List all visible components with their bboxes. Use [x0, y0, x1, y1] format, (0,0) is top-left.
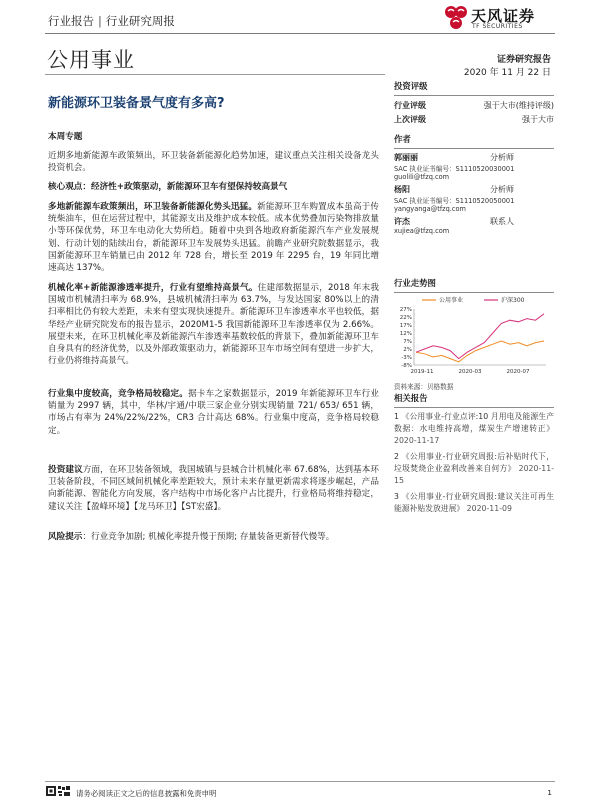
brand-name: 天风证券 [471, 7, 536, 25]
footer-rule [45, 781, 555, 782]
report-date: 2020 年 11 月 22 日 [463, 68, 551, 78]
paragraph-risk-body: ：行业竞争加剧; 机械化率提升慢于预期; 存量装备更新替代慢等。 [82, 532, 335, 542]
paragraph-risk-lead: 风险提示 [48, 532, 83, 542]
author-cert: SAC 执业证书编号：S1110520050001 [394, 197, 515, 205]
chart-x-tick-label: 2020-07 [506, 369, 530, 375]
intro-paragraph: 近期多地新能源车政策频出，环卫装备新能源化趋势加速，建议重点关注相关设备龙头投资机会。 [48, 151, 379, 174]
paragraph-mechanization-body: 住建部数据显示，2018 年末我国城市机械清扫率为 68.9%，县城机械清扫率为 63.7%，与发达国家 80%以上的清扫率相比仍有较大差距，未来有望实现快速提升。新能源环卫车渗透率水平也较低，据华经产业研究院发布的报告显示，2020M1-5 我国新能源环卫车渗透率仅为 2.66%。展望未来，在环卫机械化率及新能源汽车渗透率基数较低的背景下，叠加新能源环卫车自身具有的经济优势，以及外部政策驱动力，新能源环卫车市场空间有望进一步扩大，行业仍将维持高景气。 [48, 283, 380, 367]
related-item[interactable] [394, 451, 554, 487]
footer-disclaimer: 请务必阅读正文之后的信息披露和免责申明 [76, 789, 217, 798]
brand-logo-icon [443, 4, 469, 32]
related-title[interactable]: 3 《公用事业-行业研究周报:建议关注可再生能源补贴发放进展》 [394, 492, 554, 513]
trend-rule [394, 292, 554, 293]
related-date: 2020-11-09 [466, 504, 512, 513]
author-entry [394, 184, 554, 213]
paragraph-policy [48, 201, 379, 274]
chart-series-line [416, 314, 544, 359]
paragraph-investment [48, 464, 379, 513]
chart-y-tick-label: 2% [403, 347, 412, 353]
author-role: 分析师 [490, 185, 514, 194]
rating-value: 强于大市(维持评级) [483, 101, 554, 110]
page-number: 1 [547, 788, 552, 797]
author-entry [394, 152, 554, 181]
rating-row-current [394, 100, 554, 111]
core-view-heading: 核心观点：经济性+政策驱动，新能源环卫车有望保持较高景气 [48, 182, 288, 192]
related-date: 2020-11-15 [394, 464, 555, 485]
header-separator: | [98, 14, 102, 28]
author-role: 联系人 [490, 217, 514, 226]
related-item[interactable] [394, 411, 554, 447]
chart-legend-label: 沪深300 [501, 297, 525, 304]
author-name: 杨阳 [394, 185, 410, 194]
paragraph-mechanization-lead: 机械化率+新能源渗透率提升，行业有望维持高景气。 [48, 283, 258, 293]
rating-heading: 投资评级 [394, 81, 428, 91]
title-rule [45, 74, 385, 75]
paragraph-investment-body: 方面，在环卫装备领域，我国城镇与县城合计机械化率 67.68%，达到基本环卫装备阶段，不同区域间机械化率差距较大，预计未来存量更新需求将逐步崛起，产品向新能源、智能化方向发展，客户结构中市场化客户占比提升，行业格局将维持稳定，建议关注【盈峰环境】【龙马环卫】【ST宏盛】。 [48, 465, 379, 512]
week-topic-label: 本周专题 [48, 132, 83, 142]
rating-label: 行业评级 [394, 101, 426, 110]
paragraph-policy-lead: 多地新能源车政策频出，环卫装备新能源化势头迅猛。 [48, 202, 258, 212]
paragraph-concentration [48, 388, 379, 437]
rating-block [394, 80, 554, 125]
chart-y-tick-label: 17% [399, 323, 412, 329]
chart-x-tick-label: 2019-11 [410, 369, 434, 375]
chart-y-tick-label: 12% [399, 331, 412, 337]
trend-block [394, 277, 554, 391]
rating-row-previous [394, 114, 554, 125]
author-name: 许杰 [394, 217, 410, 226]
related-heading: 相关报告 [394, 393, 428, 403]
chart-legend-label: 公用事业 [439, 297, 464, 304]
paragraph-investment-lead: 投资建议 [48, 465, 83, 475]
sector-title: 公用事业 [47, 48, 135, 72]
chart-y-tick-label: 7% [403, 339, 412, 345]
related-item[interactable] [394, 491, 554, 515]
trend-heading: 行业走势图 [394, 278, 436, 288]
paragraph-mechanization [48, 282, 379, 367]
header-subcategory: 行业研究周报 [105, 14, 175, 28]
author-cert: SAC 执业证书编号：S1110520030001 [394, 165, 515, 173]
author-email: yangyanga@tfzq.com [394, 205, 466, 213]
related-title[interactable]: 1 《公用事业-行业点评:10 月用电及能源生产数据：水电维持高增，煤炭生产增速转正》 [394, 412, 554, 433]
report-type: 证券研究报告 [496, 55, 551, 65]
document-title: 新能源环卫装备景气度有多高? [48, 96, 225, 111]
authors-rule [394, 148, 554, 149]
rating-label: 上次评级 [394, 115, 426, 124]
header-category: 行业报告 [48, 14, 94, 28]
chart-y-tick-label: -3% [401, 355, 412, 361]
related-rule [394, 407, 554, 408]
qr-code-icon [46, 786, 70, 796]
rating-value: 强于大市 [522, 115, 554, 124]
related-title[interactable]: 2 《公用事业-行业研究周报:后补贴时代下，垃圾焚烧企业盈利改善来自何方》 [394, 452, 554, 473]
chart-y-tick-label: -8% [401, 363, 412, 369]
paragraph-concentration-lead: 行业集中度较高，竞争格局较稳定。 [48, 389, 189, 399]
brand-logo [443, 4, 553, 34]
chart-series-line [416, 341, 544, 362]
brand-name-en: TF SECURITIES [472, 23, 523, 30]
header-breadcrumb [48, 13, 175, 29]
author-email: xujiea@tfzq.com [394, 227, 450, 235]
paragraph-concentration-body: 据卡车之家数据显示，2019 年新能源环卫车行业销量为 2997 辆，其中，华林/宇通/中联三家企业分别实现销量 721/ 653/ 651 辆，市场占有率为 24%/22%/22%，CR3 合计高达 68%。行业集中度高，竞争格局较稳定。 [48, 389, 379, 436]
authors-block [394, 133, 554, 235]
author-role: 分析师 [490, 153, 514, 162]
author-email: guolili@tfzq.com [394, 173, 450, 181]
chart-y-tick-label: 27% [399, 307, 412, 313]
trend-chart [394, 295, 554, 377]
authors-heading: 作者 [394, 134, 411, 144]
author-name: 郭丽丽 [394, 153, 418, 162]
trend-source: 资料来源：贝格数据 [394, 383, 454, 391]
chart-y-tick-label: 22% [399, 315, 412, 321]
author-entry [394, 216, 554, 235]
related-block [394, 392, 554, 515]
top-rule [45, 33, 555, 34]
paragraph-risk [48, 531, 379, 543]
paragraph-policy-body: 新能源环卫车购置成本虽高于传统柴油车，但在运营过程中，其能源支出及维护成本较低。成本优势叠加污染物排放量小等环保优势，环卫车电动化大势所趋。随着中央到各地政府新能源汽车产业发展规划、行动计划的陆续出台，新能源环卫车发展势头迅猛。前瞻产业研究院数据显示，我国新能源环卫车销量已由 2012 年 728 台，增长至 2019 年 2295 台，19 年同比增速高达 137%。 [48, 202, 379, 274]
related-date: 2020-11-17 [394, 436, 440, 445]
chart-x-tick-label: 2020-03 [458, 369, 482, 375]
rating-rule [394, 95, 554, 96]
